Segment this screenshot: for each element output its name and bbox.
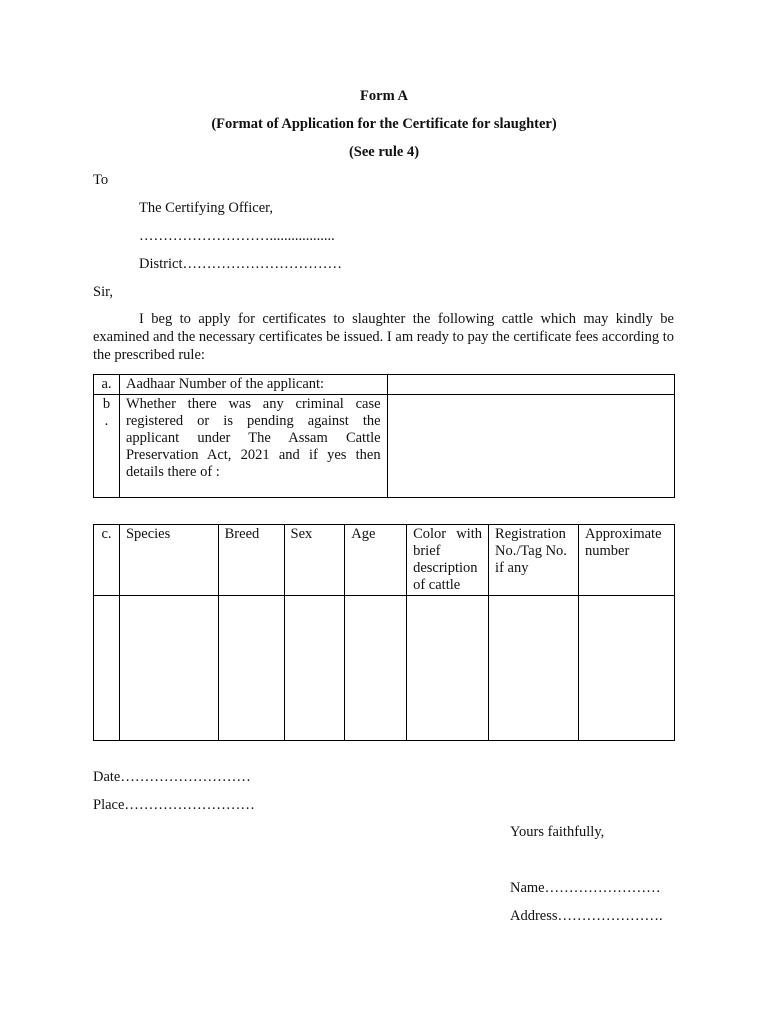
name-line: Name…………………… xyxy=(510,880,661,896)
criminal-case-question: Whether there was any criminal case registered or is pending against the applicant under The Assam Cattle Preservation Act, 2021 and if yes then details there of : xyxy=(119,395,387,498)
address-line: Address…………………. xyxy=(510,908,663,924)
column-header-color: Color with brief description of cattle xyxy=(407,525,489,596)
table-header-row xyxy=(94,525,675,596)
application-paragraph: I beg to apply for certificates to slaughter the following cattle which may kindly be examined and the necessary certificates be issued. I am ready to pay the certificate fees according to the prescribed rule: xyxy=(93,311,674,363)
certifying-officer-line: The Certifying Officer, xyxy=(139,200,274,216)
column-header-age: Age xyxy=(345,525,407,596)
column-header-breed: Breed xyxy=(218,525,284,596)
cell-registration[interactable] xyxy=(489,596,579,741)
row-label-b: b . xyxy=(94,395,120,498)
salutation: Sir, xyxy=(93,284,113,300)
form-subtitle: (Format of Application for the Certificate for slaughter) xyxy=(211,116,557,132)
column-header-approximate-number: Approximate number xyxy=(579,525,675,596)
row-label-a: a. xyxy=(94,375,120,395)
table-row xyxy=(94,596,675,741)
cell-sex[interactable] xyxy=(284,596,345,741)
column-header-registration: Registration No./Tag No. if any xyxy=(489,525,579,596)
form-title: Form A xyxy=(360,88,408,104)
column-header-c: c. xyxy=(94,525,120,596)
to-label: To xyxy=(93,172,109,188)
rule-reference: (See rule 4) xyxy=(348,144,420,160)
place-line: Place……………………… xyxy=(93,797,255,813)
cell-approximate-number[interactable] xyxy=(579,596,675,741)
applicant-details-table xyxy=(93,374,675,498)
column-header-sex: Sex xyxy=(284,525,345,596)
table-row xyxy=(94,375,675,395)
date-line: Date……………………… xyxy=(93,769,251,785)
cell-age[interactable] xyxy=(345,596,407,741)
cell-breed[interactable] xyxy=(218,596,284,741)
criminal-case-answer-cell[interactable] xyxy=(387,395,674,498)
aadhaar-answer-cell[interactable] xyxy=(387,375,674,395)
column-header-species: Species xyxy=(119,525,218,596)
aadhaar-question: Aadhaar Number of the applicant: xyxy=(119,375,387,395)
cell-color[interactable] xyxy=(407,596,489,741)
cattle-details-table xyxy=(93,524,675,741)
district-line: District…………………………… xyxy=(139,256,342,272)
closing-line: Yours faithfully, xyxy=(510,824,605,840)
cell-species[interactable] xyxy=(119,596,218,741)
cell-c[interactable] xyxy=(94,596,120,741)
officer-dotted-line: ……………………….................. xyxy=(139,228,335,244)
table-row xyxy=(94,395,675,498)
